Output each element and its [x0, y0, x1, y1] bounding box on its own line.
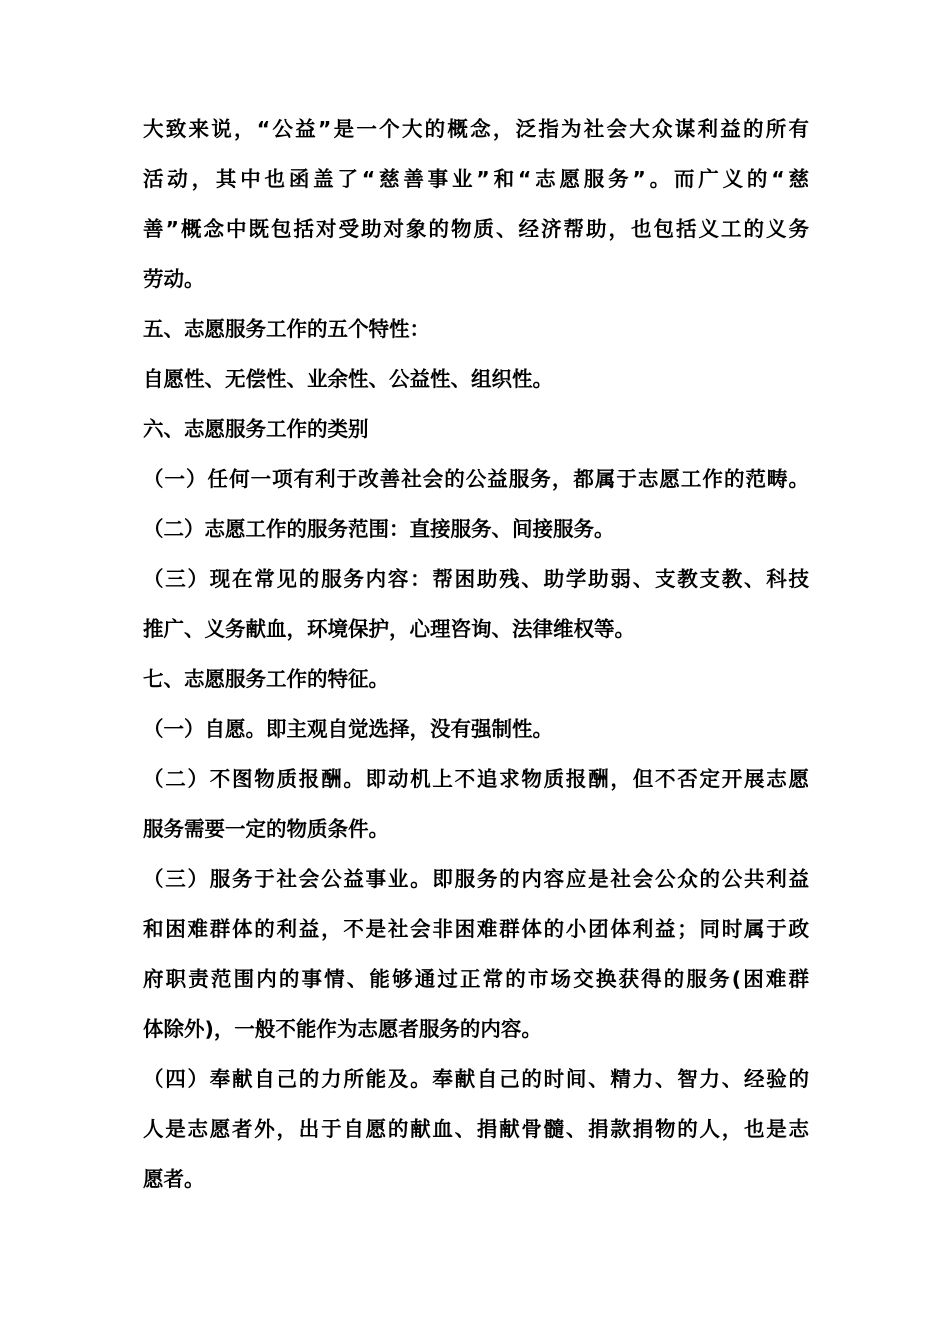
text-line: 推广、义务献血，环境保护，心理咨询、法律维权等。	[143, 617, 635, 641]
list-item-six-3	[143, 554, 809, 654]
list-item-seven-3	[143, 854, 809, 1054]
text-line: 自愿性、无偿性、业余性、公益性、组织性。	[143, 367, 553, 391]
heading-seven-features	[143, 654, 809, 704]
text-line: 府职责范围内的事情、能够通过正常的市场交换获得的服务(困难群	[143, 967, 809, 991]
text-line: （二）志愿工作的服务范围：直接服务、间接服务。	[143, 517, 615, 541]
text-line: 服务需要一定的物质条件。	[143, 817, 389, 841]
heading-six-categories	[143, 404, 809, 454]
list-item-six-2	[143, 504, 809, 554]
text-line: （四）奉献自己的力所能及。奉献自己的时间、精力、智力、经验的	[143, 1067, 809, 1091]
text-line: 愿者。	[143, 1167, 205, 1191]
text-line: （一）自愿。即主观自觉选择，没有强制性。	[143, 717, 553, 741]
text-line: （三）现在常见的服务内容：帮困助残、助学助弱、支教支教、科技	[143, 567, 809, 591]
text-line: 活动，其中也函盖了“慈善事业”和“志愿服务”。而广义的“慈	[143, 167, 809, 191]
list-item-six-1	[143, 454, 809, 504]
text-line: 六、志愿服务工作的类别	[143, 417, 369, 441]
text-line: 大致来说，“公益”是一个大的概念，泛指为社会大众谋利益的所有	[143, 117, 809, 141]
text-line: 体除外)，一般不能作为志愿者服务的内容。	[143, 1017, 542, 1041]
text-line: （二）不图物质报酬。即动机上不追求物质报酬，但不否定开展志愿	[143, 767, 809, 791]
list-item-seven-4	[143, 1054, 809, 1204]
heading-five-traits	[143, 304, 809, 354]
text-line: 人是志愿者外，出于自愿的献血、捐献骨髓、捐款捐物的人，也是志	[143, 1117, 809, 1141]
text-line: 七、志愿服务工作的特征。	[143, 667, 389, 691]
paragraph-five-traits	[143, 354, 809, 404]
text-line: 五、志愿服务工作的五个特性：	[143, 317, 430, 341]
text-line: （一）任何一项有利于改善社会的公益服务，都属于志愿工作的范畴。	[143, 467, 809, 491]
list-item-seven-2	[143, 754, 809, 854]
list-item-seven-1	[143, 704, 809, 754]
text-line: 善”概念中既包括对受助对象的物质、经济帮助，也包括义工的义务	[143, 217, 809, 241]
paragraph-intro-public-welfare	[143, 104, 809, 304]
text-line: 和困难群体的利益，不是社会非困难群体的小团体利益；同时属于政	[143, 917, 809, 941]
text-line: （三）服务于社会公益事业。即服务的内容应是社会公众的公共利益	[143, 867, 809, 891]
document-body	[143, 104, 809, 1204]
text-line: 劳动。	[143, 267, 205, 291]
